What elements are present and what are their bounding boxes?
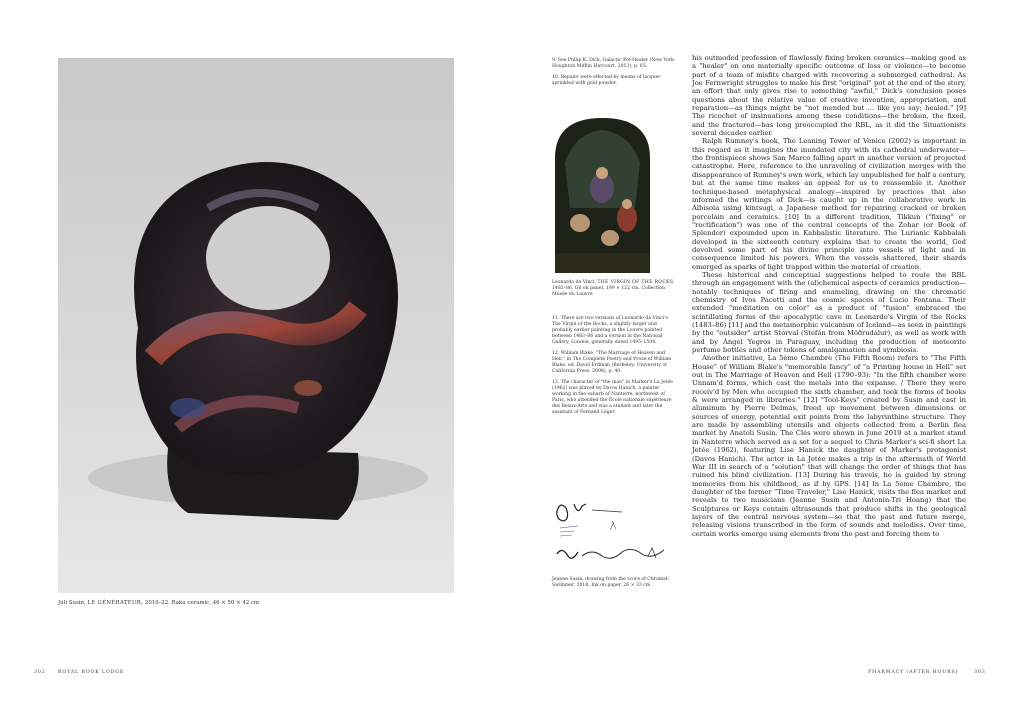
body-paragraph: These historical and conceptual suggestions helped to route the RBL through an engagement with the (al)chemical aspects of ceramics production—notably techniques of firing and enameling, drawing on the chromatic chemistry of Ivos Pacetti and the cosmic spaces of Lucio Fontana. Their extended "meditation on color" as a product of "fusion" embraced the scintillating forms of the apocalyptic cave in Leonardo's Virgin of the Rocks (1483–86) [11] and the metamorphic vulcanism of Iceland—as seen in paintings by the "outsider" artist Stórval (Stefán from Möðrudalur), as well as work with and by Ángel Yegros in Paraguay, including the production of meteorite perfume bottles and other tokens of amalgamation and symbiosis. — [692, 270, 966, 355]
body-paragraph: Another initiative, La 5ème Chambre (The Fifth Room) refers to "The Fifth House" of William Blake's "memorable fancy" of "a Printing house in Hell" set out in The Marriage of Heaven and Hell (1790–93): "In the fifth chamber were Unnam'd forms, which cast the metals into the expanse. / There they were receiv'd by Men who occupied the sixth chamber, and took the forms of books & were arranged in libraries." [12] "Tool-Keys" created by Susin and cast in aluminum by Pierre Delmas, freed up movement between dimensions or sources of energy, potential exit points from the labyrinthine structure. They are made by assembling utensils and objects collected from a Berlin flea market by Anatoli Susin. The Clés were shown in June 2019 at a market stand in Nanterre which served as a set for a sequel to Chris Marker's sci-fi short La Jetée (1962), featuring Lise Hanick the daughter of Marker's protagonist (Davos Hanich). The actor in La Jetée makes a trip in the aftermath of World War III in search of a "solution" that will change the order of things that has ruined his blind civilization. [13] During his travels, he is guided by strong memories from his childhood, as if by GPS. [14] In La 5ème Chambre, the daughter of the former "Time Traveler," Lise Hanick, visits the flea market and reveals to two musicians (Jeanne Susin and Antonin-Tri Hoang) that the Sculptures or Keys contain ultrasounds that produce shifts in the geological layers of the central nervous system—so that the past and future merge, releasing visions transcribed in the form of sounds and melodies. Over time, certain works emerge using elements from the past and forcing them to — [692, 354, 966, 538]
sculpture-photo — [58, 58, 454, 593]
drawing-picture — [552, 496, 677, 574]
painting-caption — [552, 280, 677, 298]
footnotes-top — [552, 58, 677, 92]
painting-caption-title: THE VIRGIN OF THE ROCKS, — [597, 280, 675, 285]
photo-caption-artist: Juli Susin, — [58, 600, 86, 606]
painting-picture — [555, 118, 650, 273]
sculpture-image — [58, 58, 454, 593]
painting-image — [555, 118, 650, 273]
right-running-head: PHARMACY (AFTER HOURS) — [868, 670, 959, 675]
footnote-9: 9. See Philip K. Dick, Galactic Pot-Healer (New York: Houghton Mifflin Harcourt, 2013), p. 65. — [552, 58, 676, 69]
footnotes-middle — [552, 316, 677, 421]
left-running-head: ROYAL BOOK LODGE — [58, 670, 125, 675]
painting-caption-artist: Leonardo da Vinci, — [552, 280, 596, 285]
body-paragraph: Ralph Rumney's book, The Leaning Tower of Venice (2002) is important in this regard as it imagines the inundated city with its cathedral underwater—the frontispiece shows San Marco falling apart in another version of projected catastrophe. Here, reference to the unraveling of civilization merges with the disappearance of Rumney's own work, which lay unpublished for half a century, but at the same time makes an appeal for us to reassemble it. Another technique-based metaphysical analogy—inspired by practices that also informed the writings of Dick—is caught up in the collaborative work in Albisola using kintsugi, a Japanese method for repairing cracked or broken porcelain and ceramics. [10] In a different tradition, Tikkun ("fixing" or "rectification") was one of the central concepts of the Zohar (or Book of Splendor) expounded upon in Kabbalistic literature. The Lurianic Kabbalah developed in the sixteenth century explains that to create the world, God devolved some part of his divine principle into vessels of light and in consequence limited his powers. When the vessels shattered, their shards emerged as sparks of light trapped within the material of creation. — [692, 137, 966, 271]
drawing-caption: Jeanne Susin, drawing from the score of Chromat-Swimmer, 2018. Ink on paper, 26 × 33 cm — [552, 577, 670, 588]
left-page-number: 302 — [34, 670, 46, 675]
body-paragraph: his outmoded profession of flawlessly fixing broken ceramics—making good as a "healer" on one materially specific outcome of loss or violence—to become part of a team of misfits charged with recovering a submerged cathedral. As Joe Fernwright struggles to make his first "original" pot at the end of the story, an effort that only gives rise to something "awful," Dick's conclusion poses questions about the relative value of creative invention, appropriation, and reparation—as things might be "not mended but ... like you say; healed." [9] The ricochet of insinuations among these conditions—the broken, the fixed, and the fractured—has long preoccupied the RBL, as it did the Situationists several decades earlier. — [692, 54, 966, 138]
painting-caption-details: 1483–86. Oil on panel, 199 × 122 cm. Collection Musée du Louvre — [552, 286, 666, 297]
photo-caption — [58, 600, 458, 607]
right-page-number: 303 — [974, 670, 986, 675]
photo-caption-details: 2019–22. Raku ceramic, 46 × 50 × 42 cm — [144, 600, 260, 606]
footnote-13: 13. The character of "the man" in Marker's La Jetée (1962) was played by Davos Hanich, a painter working in the suburb of Nanterre, northwest of Paris, who attended the École nationale supérieure des Beaux-Arts and was a student and later the assistant of Fernand Léger. — [552, 380, 674, 415]
footnote-12: 12. William Blake, "The Marriage of Heaven and Hell," in The Complete Poetry and Prose of William Blake, ed. David Erdman (Berkeley: University of California Press, 2008), p. 40. — [552, 351, 672, 374]
main-text-column — [692, 54, 966, 538]
score-drawing — [552, 496, 677, 574]
photo-caption-title: LE GÉNÉRATEUR, — [87, 600, 144, 606]
footnote-11: 11. There are two versions of Leonardo da Vinci's The Virgin of the Rocks, a slightly larger and probably earlier painting in the Louvre painted between 1483–86 and a version in the National Gallery, London, generally dated 1495–1508. — [552, 316, 668, 345]
footnote-10: 10. Repairs were effected by means of lacquer sprinkled with gold powder. — [552, 75, 661, 86]
